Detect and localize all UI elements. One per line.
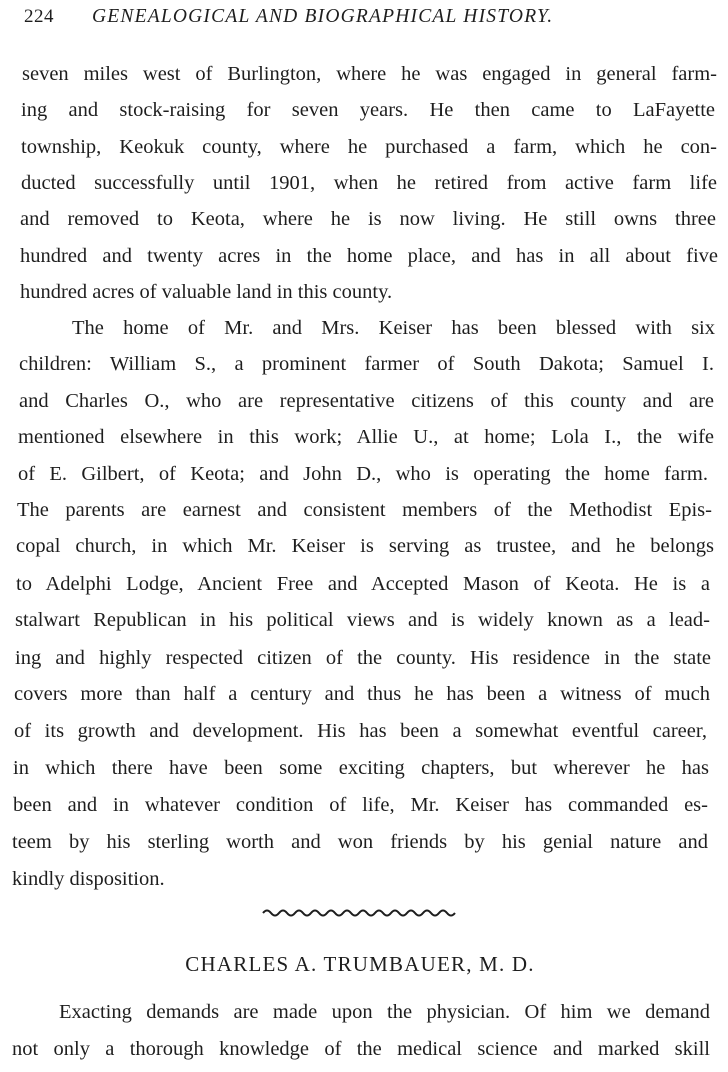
text-line: mentioned elsewhere in this work; Allie U., at home; Lola I., the wife: [18, 426, 714, 448]
text-line: and Charles O., who are representative citizens of this county and are: [19, 390, 714, 412]
section-heading: CHARLES A. TRUMBAUER, M. D.: [185, 952, 535, 976]
text-line: township, Keokuk county, where he purchased a farm, which he con-: [21, 136, 717, 158]
text-line: covers more than half a century and thus he has been a witness of much: [14, 683, 710, 705]
text-line: ing and highly respected citizen of the county. His residence in the state: [15, 647, 711, 669]
text-line: ing and stock-raising for seven years. He then came to LaFayette: [21, 99, 715, 121]
text-line: ducted successfully until 1901, when he retired from active farm life: [21, 172, 717, 194]
text-line: teem by his sterling worth and won friends by his genial nature and: [12, 831, 708, 853]
text-line: children: William S., a prominent farmer of South Dakota; Samuel I.: [19, 353, 714, 375]
text-line: kindly disposition.: [12, 868, 165, 890]
text-line: The home of Mr. and Mrs. Keiser has been blessed with six: [72, 317, 715, 339]
text-line: not only a thorough knowledge of the medical science and marked skill: [12, 1038, 710, 1060]
text-line: been and in whatever condition of life, Mr. Keiser has commanded es-: [13, 794, 708, 816]
text-line: seven miles west of Burlington, where he was engaged in general farm-: [22, 63, 717, 85]
page-header: [24, 5, 674, 29]
text-line: Exacting demands are made upon the physician. Of him we demand: [59, 1001, 710, 1023]
text-line: in which there have been some exciting chapters, but wherever he has: [13, 757, 709, 779]
wavy-divider: [262, 906, 462, 920]
text-line: to Adelphi Lodge, Ancient Free and Accepted Mason of Keota. He is a: [16, 573, 710, 595]
text-line: hundred acres of valuable land in this county.: [20, 281, 393, 303]
text-line: and removed to Keota, where he is now living. He still owns three: [20, 208, 716, 230]
text-line: of its growth and development. His has been a somewhat eventful career,: [14, 720, 707, 742]
page-number: 224: [24, 6, 54, 27]
text-line: stalwart Republican in his political views and is widely known as a lead-: [15, 609, 710, 631]
text-line: hundred and twenty acres in the home place, and has in all about five: [20, 245, 718, 267]
text-line: of E. Gilbert, of Keota; and John D., who is operating the home farm.: [18, 463, 708, 485]
text-line: copal church, in which Mr. Keiser is serving as trustee, and he belongs: [16, 535, 714, 557]
running-title: GENEALOGICAL AND BIOGRAPHICAL HISTORY.: [92, 6, 554, 27]
text-line: The parents are earnest and consistent members of the Methodist Epis-: [17, 499, 712, 521]
